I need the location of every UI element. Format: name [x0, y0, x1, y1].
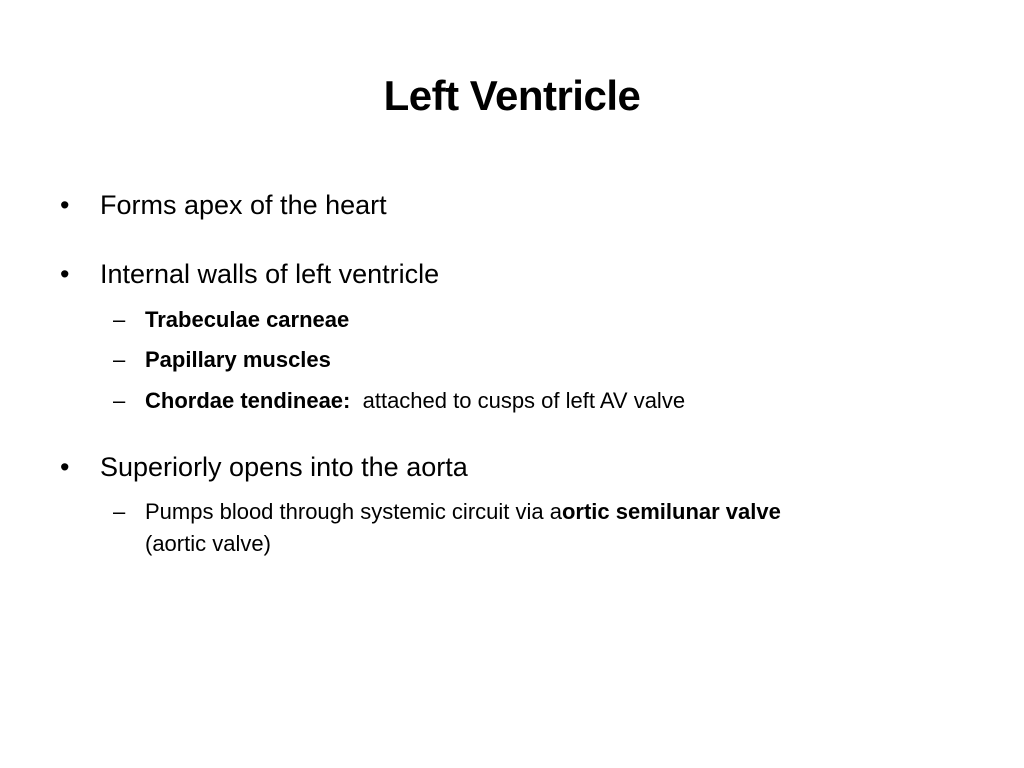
- bullet-marker: •: [60, 259, 70, 289]
- term-bold: Trabeculae carneae: [145, 307, 350, 332]
- bullet-text: Forms apex of the heart: [100, 190, 387, 220]
- sub-bullet-text: [145, 344, 925, 376]
- sub-bullet-text: [145, 496, 925, 560]
- bullet-text: Superiorly opens into the aorta: [100, 452, 468, 482]
- sub-bullet-marker: –: [113, 388, 126, 413]
- sub-bullet-marker: –: [113, 347, 126, 372]
- term-bold: Chordae tendineae:: [145, 388, 351, 413]
- sub-bullet-marker: –: [113, 307, 126, 332]
- term-bold: ortic semilunar valve: [561, 499, 781, 524]
- sub-text-pre: Pumps blood through systemic circuit via a: [145, 499, 562, 524]
- bullet-text: Internal walls of left ventricle: [100, 259, 440, 289]
- term-description: attached to cusps of left AV valve: [362, 388, 686, 413]
- sub-bullet-marker: –: [113, 499, 126, 524]
- term-bold: Papillary muscles: [145, 347, 331, 372]
- bullet-marker: •: [60, 190, 70, 220]
- bullet-marker: •: [60, 452, 70, 482]
- slide-title: Left Ventricle: [383, 72, 641, 119]
- sub-bullet-text: [145, 304, 925, 336]
- sub-bullet-text: [145, 385, 925, 417]
- sub-text-post: (aortic valve): [145, 531, 271, 556]
